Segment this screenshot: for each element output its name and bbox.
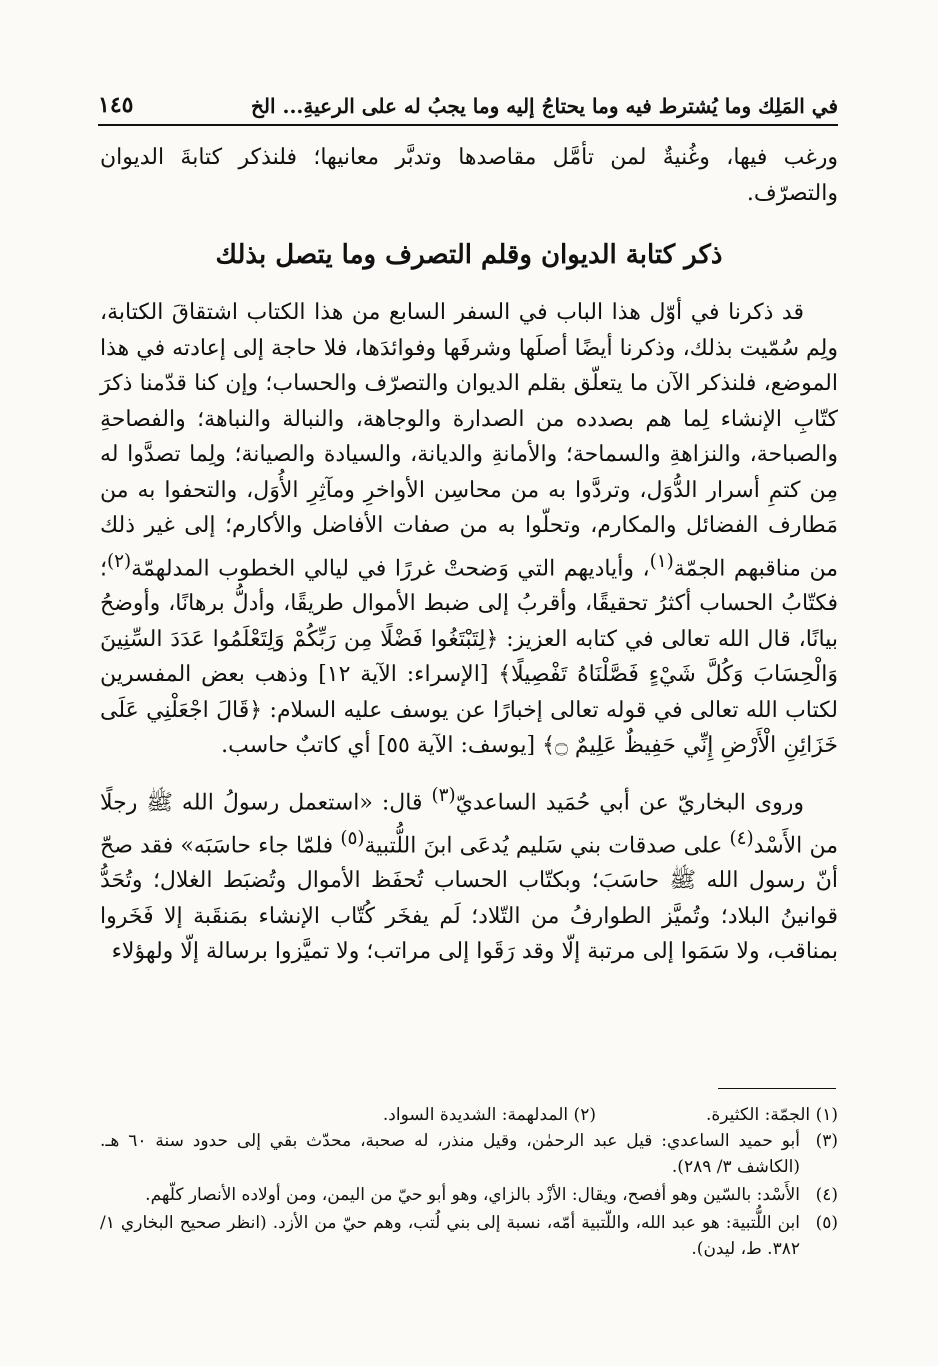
paragraph-1-text-c: ؛ فكتّابُ الحساب أكثرُ تحقيقًا، وأقربُ إلى ضبط الأموال طريقًا، وأدلُّ برهانًا، وأوضحُ بيانًا، قال الله تعالى في كتابه العزيز: ﴿لِتَبْتَغُوا فَضْلًا مِن رَبِّكُمْ وَلِتَعْلَمُوا عَدَدَ السِّنِينَ وَالْحِسَابَ وَكُلَّ شَيْءٍ فَصَّلْنَاهُ تَفْصِيلًا﴾ [الإسراء: الآية ١٢] وذهب بعض المفسرين لكتاب الله تعالى في قوله تعالى إخبارًا عن يوسف عليه السلام: ﴿قَالَ اجْعَلْنِي عَلَى خَزَائِنِ الْأَرْضِ إِنِّي حَفِيظٌ عَلِيمٌ ۝﴾ [يوسف: الآية ٥٥] أي كاتبٌ حاسب. bbox=[100, 555, 838, 759]
footnote-1 bbox=[706, 1102, 838, 1128]
paragraph-1 bbox=[100, 295, 838, 764]
footnote-divider bbox=[718, 1088, 836, 1089]
footnote-2-number: (٢) bbox=[573, 1105, 596, 1125]
footnote-4 bbox=[100, 1182, 838, 1208]
paragraph-2-text-d: فلمّا جاء حاسَبَه» فقد صحّ أنّ رسول الله ﷺ حاسَبَ؛ وبكتّاب الحساب تُحفَظ الأموال وتُضبَط الغلال؛ وتُحَدُّ قوانينُ البلاد؛ وتُميَّز الطوارفُ من التّلاد؛ لَم يفخَر كُتّاب الإنشاء بمَنقَبة إلا فَخَروا بمناقب، ولا سَمَوا إلى مرتبة إلّا وقد رَقَوا إلى مراتب؛ ولا تميَّزوا برسالة إلّا ولهؤلاء bbox=[100, 832, 838, 965]
footnote-3 bbox=[100, 1128, 838, 1180]
footnote-4-text: الأَسْد: بالسّين وهو أفصح، ويقال: الأزْد بالزاي، وهو أبو حيّ من اليمن، ومن أولاده الأنصار كلّهم. bbox=[145, 1185, 800, 1205]
footnote-4-number: (٤) bbox=[815, 1185, 838, 1205]
footnote-ref-1[interactable]: (١) bbox=[649, 550, 674, 572]
paragraph-2-text-a: وروى البخاريّ عن أبي حُمَيد الساعديّ bbox=[455, 790, 804, 816]
footnote-5-number: (٥) bbox=[815, 1213, 838, 1233]
paragraph-1-text-a: قد ذكرنا في أوّل هذا الباب في السفر السابع من هذا الكتاب اشتقاقَ الكتابة، ولِم سُمّيت بذلك، وذكرنا أيضًا أصلَها وشرفَها وفوائدَها، فلا حاجة إلى إعادته في هذا الموضع، فلنذكر الآن ما يتعلّق بقلم الديوان والتصرّف والحساب؛ وإن كنا قدّمنا ذكرَ كتّابِ الإنشاء لِما هم بصدده من الصدارة والوجاهة، والنبالة والنباهة؛ والفصاحةِ والصباحة، والنزاهةِ والسماحة؛ والأمانةِ والديانة، والسيادة والصيانة؛ ولِما تصدَّوا له مِن كتمِ أسرار الدُّوَل، وتردَّوا به من محاسِن الأواخرِ ومآثِرِ الأُوَل، والتحفوا به من مَطارف الفضائل والمكارم، وتحلّوا به من صفات الأفاضل والأكارم؛ إلى غير ذلك من مناقبهم الجمّة bbox=[100, 300, 838, 581]
footnote-5 bbox=[100, 1210, 838, 1262]
footnote-2-text: المدلهمة: الشديدة السواد. bbox=[382, 1105, 569, 1125]
intro-paragraph: ورغب فيها، وغُنيةٌ لمن تأمَّل مقاصدها وتدبَّر معانيها؛ فلنذكر كتابةَ الديوان والتصرّف. bbox=[100, 145, 838, 206]
footnote-2 bbox=[383, 1102, 596, 1128]
paragraph-1-text-b: ، وأياديهم التي وَضحتْ غررًا في ليالي الخطوب المدلهمّة bbox=[131, 555, 650, 581]
page-header bbox=[98, 84, 838, 126]
section-heading: ذكر كتابة الديوان وقلم التصرف وما يتصل بذلك bbox=[215, 240, 723, 270]
footnote-ref-4[interactable]: (٤) bbox=[729, 827, 754, 849]
footnote-1-number: (١) bbox=[815, 1105, 838, 1125]
running-title: في المَلِك وما يُشترط فيه وما يحتاجُ إليه وما يجبُ له على الرعيةِ... الخ bbox=[250, 94, 838, 118]
paragraph-gap bbox=[100, 764, 838, 778]
footnote-3-text: أبو حميد الساعدي: قيل عبد الرحمٰن، وقيل منذر، له صحبة، محدّث بقي إلى حدود سنة ٦٠ هـ. (الكاشف ٣/ ٢٨٩). bbox=[100, 1131, 800, 1177]
footnote-ref-3[interactable]: (٣) bbox=[431, 784, 456, 806]
footnote-row-1-2 bbox=[100, 1102, 838, 1128]
paragraph-2-text-c: على صدقات بني سَليم يُدعَى ابنَ اللُّتبية bbox=[364, 832, 730, 858]
footnotes bbox=[100, 1102, 838, 1264]
footnote-1-text: الجمّة: الكثيرة. bbox=[705, 1105, 811, 1125]
footnote-5-text: ابن اللُّتبية: هو عبد الله، واللّتبية أمّه، نسبة إلى بني لُتب، وهم حيّ من الأزد. (انظر صحيح البخاري ١/ ٣٨٢. ط، ليدن). bbox=[100, 1213, 800, 1259]
paragraph-2-text-b: قال: «استعمل رسولُ الله ﷺ رجلًا من الأَسْد bbox=[100, 790, 838, 858]
footnote-ref-5[interactable]: (٥) bbox=[340, 827, 365, 849]
page-number: ١٤٥ bbox=[98, 92, 134, 118]
footnote-3-number: (٣) bbox=[815, 1131, 838, 1151]
main-text bbox=[100, 140, 838, 970]
footnote-ref-2[interactable]: (٢) bbox=[107, 550, 132, 572]
paragraph-2 bbox=[100, 778, 838, 970]
